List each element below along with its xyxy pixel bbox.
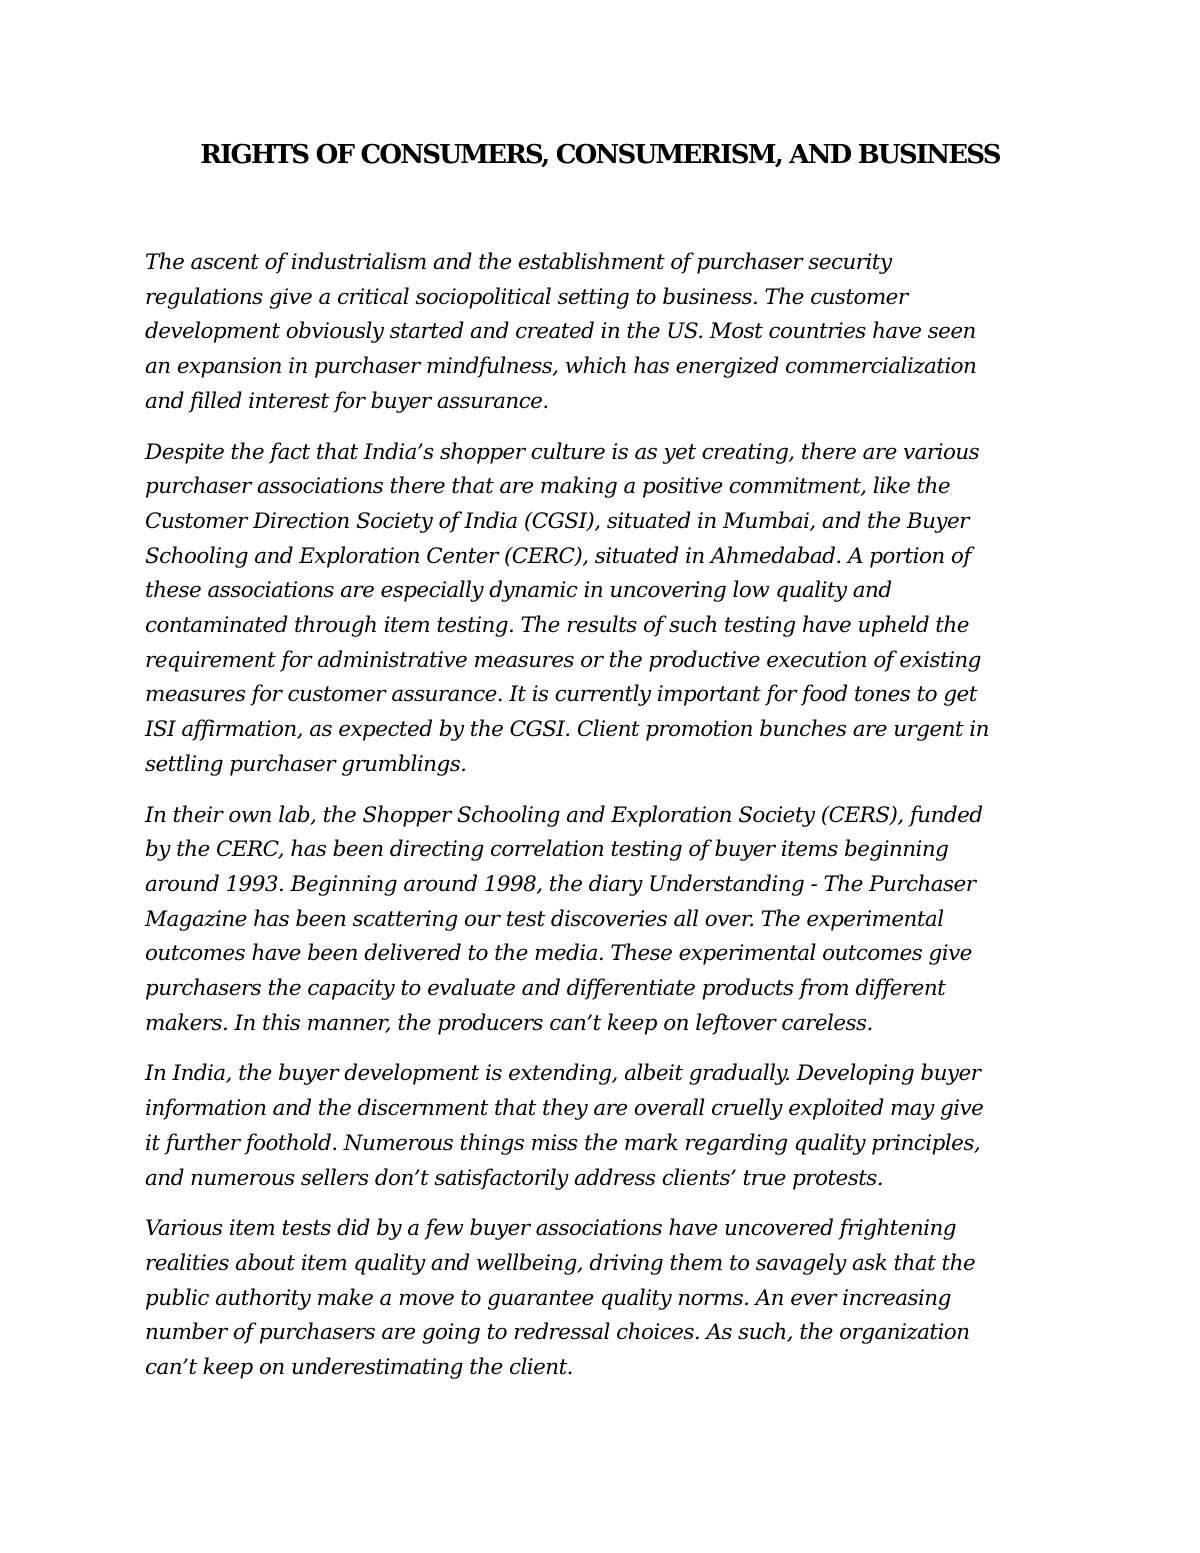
- text-line: regulations give a critical sociopolitical setting to business. The customer: [145, 284, 908, 310]
- text-line: measures for customer assurance. It is currently important for food tones to get: [145, 682, 977, 708]
- text-line: The ascent of industrialism and the establishment of purchaser security: [145, 250, 892, 275]
- text-line: can’t keep on underestimating the client.: [145, 1355, 573, 1381]
- text-line: by the CERC, has been directing correlation testing of buyer items beginning: [145, 837, 949, 863]
- document-body: [145, 246, 1065, 1402]
- text-line: Various item tests did by a few buyer associations have uncovered frightening: [145, 1216, 957, 1242]
- text-line: Despite the fact that India’s shopper culture is as yet creating, there are various: [145, 439, 980, 465]
- text-line: it further foothold. Numerous things miss the mark regarding quality principles,: [145, 1130, 981, 1156]
- text-line: and filled interest for buyer assurance.: [145, 388, 549, 414]
- text-line: Customer Direction Society of India (CGSI), situated in Mumbai, and the Buyer: [145, 508, 969, 534]
- paragraph-2: [145, 436, 1065, 783]
- text-line: purchaser associations there that are making a positive commitment, like the: [145, 474, 951, 500]
- text-line: Schooling and Exploration Center (CERC), situated in Ahmedabad. A portion of: [145, 543, 971, 569]
- text-line: ISI affirmation, as expected by the CGSI. Client promotion bunches are urgent in: [145, 717, 989, 743]
- paragraph-5: [145, 1212, 1065, 1386]
- text-line: public authority make a move to guarantee quality norms. An ever increasing: [145, 1285, 951, 1311]
- text-line: number of purchasers are going to redressal choices. As such, the organization: [145, 1320, 970, 1346]
- text-line: realities about item quality and wellbeing, driving them to savagely ask that the: [145, 1250, 976, 1276]
- paragraph-1: [145, 246, 1065, 420]
- text-line: these associations are especially dynamic in uncovering low quality and: [145, 578, 892, 604]
- paragraph-3: [145, 799, 1065, 1042]
- text-line: information and the discernment that they are overall cruelly exploited may give: [145, 1096, 984, 1122]
- text-line: purchasers the capacity to evaluate and differentiate products from different: [145, 976, 946, 1002]
- text-line: Magazine has been scattering our test discoveries all over. The experimental: [145, 906, 944, 932]
- text-line: In their own lab, the Shopper Schooling and Exploration Society (CERS), funded: [145, 802, 983, 828]
- text-line: and numerous sellers don’t satisfactorily address clients’ true protests.: [145, 1165, 884, 1191]
- text-line: contaminated through item testing. The results of such testing have upheld the: [145, 613, 969, 639]
- text-line: In India, the buyer development is extending, albeit gradually. Developing buyer: [145, 1061, 981, 1087]
- text-line: development obviously started and created in the US. Most countries have seen: [145, 319, 976, 345]
- paragraph-4: [145, 1057, 1065, 1196]
- text-line: requirement for administrative measures or the productive execution of existing: [145, 647, 981, 673]
- text-line: an expansion in purchaser mindfulness, which has energized commercialization: [145, 354, 977, 380]
- text-line: makers. In this manner, the producers can’t keep on leftover careless.: [145, 1010, 873, 1036]
- text-line: outcomes have been delivered to the media. These experimental outcomes give: [145, 941, 972, 967]
- document-title: RIGHTS OF CONSUMERS, CONSUMERISM, AND BUSINESS: [200, 140, 1000, 170]
- text-line: settling purchaser grumblings.: [145, 751, 467, 777]
- text-line: around 1993. Beginning around 1998, the diary Understanding - The Purchaser: [145, 871, 976, 897]
